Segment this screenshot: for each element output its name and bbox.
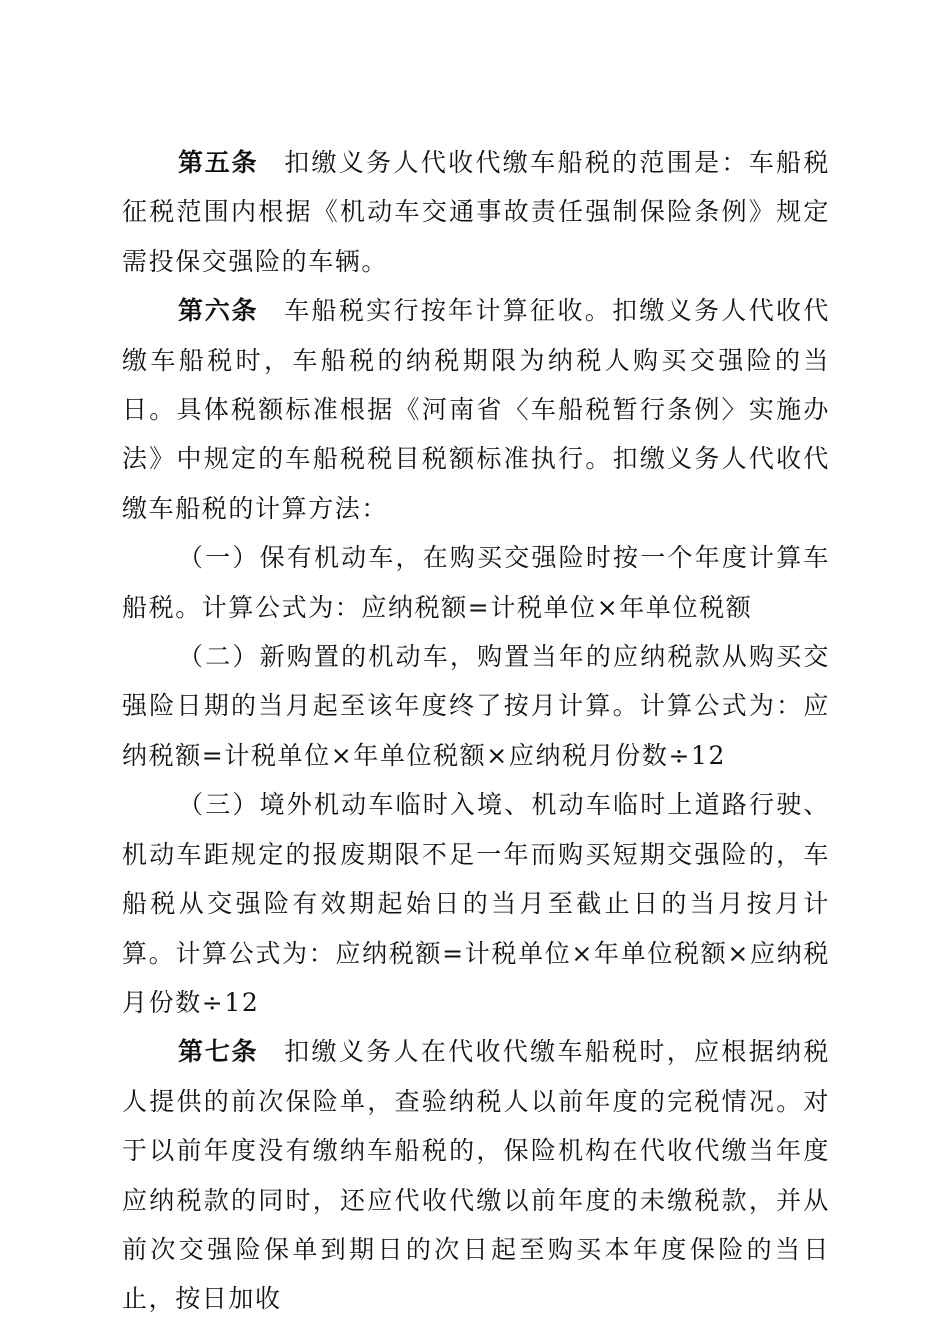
document-body <box>122 138 830 1324</box>
article-7-text: 扣缴义务人在代收代缴车船税时，应根据纳税人提供的前次保险单，查验纳税人以前年度的完税情况。对于以前年度没有缴纳车船税的，保险机构在代收代缴当年度应纳税款的同时，还应代收代缴以前年度的未缴税款，并从前次交强险保单到期日的次日起至购买本年度保险的当日止，按日加收 <box>122 1037 830 1314</box>
item-3-paragraph: （三）境外机动车临时入境、机动车临时上道路行驶、机动车距规定的报废期限不足一年而购买短期交强险的，车船税从交强险有效期起始日的当月至截止日的当月按月计算。计算公式为：应纳税额=计税单位×年单位税额×应纳税月份数÷12 <box>122 790 830 1017</box>
item-1-paragraph: （一）保有机动车，在购买交强险时按一个年度计算车船税。计算公式为：应纳税额=计税单位×年单位税额 <box>122 543 830 622</box>
article-7-paragraph <box>122 1027 830 1323</box>
article-6-paragraph <box>122 286 830 533</box>
article-6-number: 第六条 <box>178 296 259 326</box>
article-6-text: 车船税实行按年计算征收。扣缴义务人代收代缴车船税时，车船税的纳税期限为纳税人购买交强险的当日。具体税额标准根据《河南省〈车船税暂行条例〉实施办法》中规定的车船税税目税额标准执行。扣缴义务人代收代缴车船税的计算方法： <box>122 296 830 523</box>
item-2-paragraph: （二）新购置的机动车，购置当年的应纳税款从购买交强险日期的当月起至该年度终了按月计算。计算公式为：应纳税额=计税单位×年单位税额×应纳税月份数÷12 <box>122 642 830 770</box>
article-5-number: 第五条 <box>178 148 259 177</box>
article-7-number: 第七条 <box>178 1037 259 1067</box>
article-5-paragraph <box>122 138 830 286</box>
article-5-text: 扣缴义务人代收代缴车船税的范围是：车船税征税范围内根据《机动车交通事故责任强制保险条例》规定需投保交强险的车辆。 <box>122 148 830 276</box>
